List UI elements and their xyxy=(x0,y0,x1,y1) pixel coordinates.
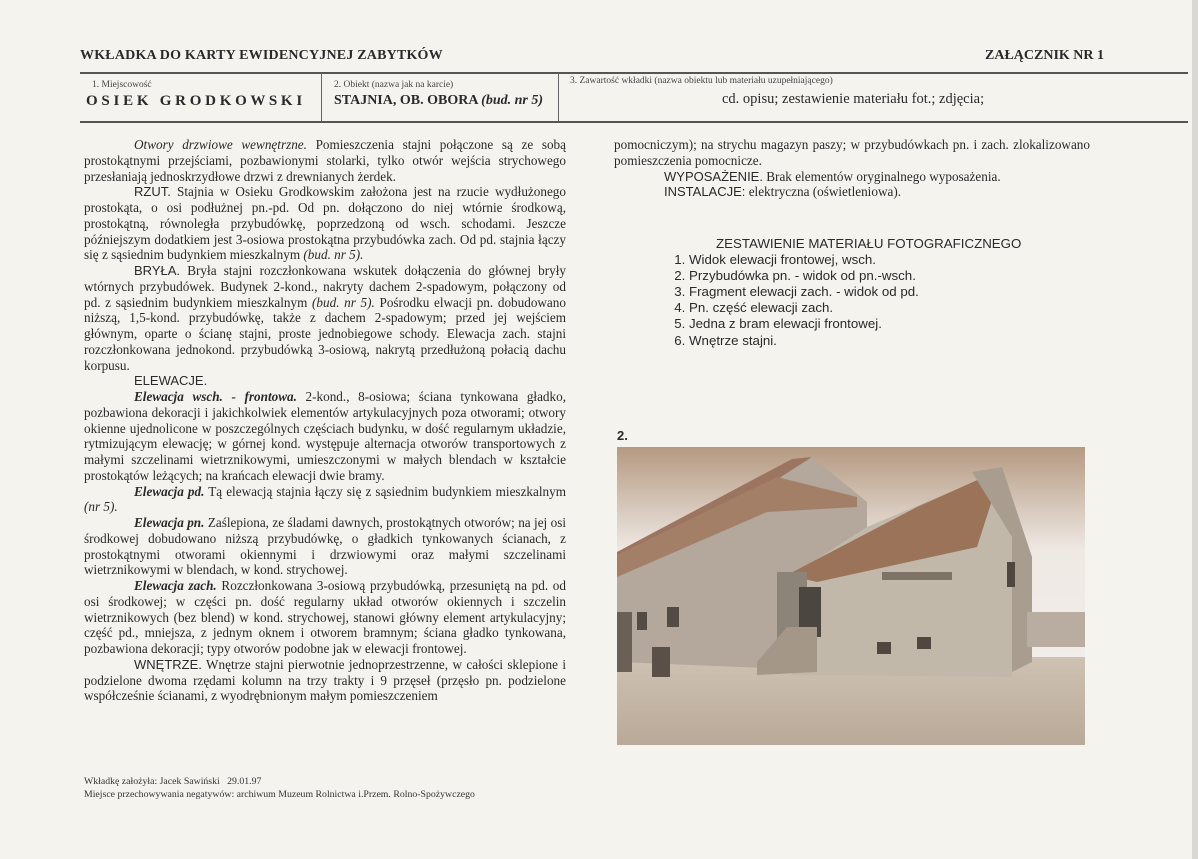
body: Stajnia w Osieku Grodkowskim założona jest na rzucie wydłużonego prostokąta, o osi podłużnej pn.-pd. Od pn. dołączono do niej wtórnie środkową, prostokątną, równoległa przybudówkę, poprzedzoną od wsch. schodami. Jeszcze późniejszym dodatkiem jest 3-osiowa prostokątna przybudówka zach. Od pd. stajnia łączy się z sąsiednim budynkiem mieszkalnym xyxy=(84,184,566,263)
photo-number: 2. xyxy=(617,428,628,443)
photo-list-title: ZESTAWIENIE MATERIAŁU FOTOGRAFICZNEGO xyxy=(716,236,1022,251)
body: 2-kond., 8-osiowa; ściana tynkowana gładko, pozbawiona dekoracji i jakichkolwiek elementów artykulacyjnych poza otworami; otwory okienne ujednolicone w poszczególnych częściach budynku, w dość regularnym układzie, rytmizującym elewację; w górnej kond. występuje alternacja otworów transportowych z małymi szczelinami wietrznikowymi, umieszczonymi w małych blendach w kształcie prostokątów leżących; na krańcach elewacji dwie bramy. xyxy=(84,389,567,483)
lead: INSTALACJE: xyxy=(664,184,746,200)
header-top-rule xyxy=(80,72,1188,74)
lead: Elewacja pn. xyxy=(134,515,205,530)
heading-elevations xyxy=(84,373,566,389)
body: Wnętrze stajni pierwotnie jednoprzestrzenne, w całości sklepione i podzielone dwoma rzędami kolumn na trzy trakty i 9 przęseł (przęsło pn. podzielone współcześnie ścianami, z wyodrębnionym małym pomieszczeniem xyxy=(84,656,566,704)
paragraph-west-elevation xyxy=(84,578,566,657)
body: elektryczna (oświetleniowa). xyxy=(745,184,902,200)
lead: Otwory drzwiowe wewnętrzne. xyxy=(134,137,307,152)
lead: BRYŁA. xyxy=(134,263,181,278)
author-line: Wkładkę założyła: Jacek Sawiński 29.01.97 xyxy=(84,776,262,787)
body: Tą elewacją stajnia łączy się z sąsiednim budynkiem mieszkalnym xyxy=(204,483,566,499)
photo-list xyxy=(660,236,1021,349)
paragraph-furnishings xyxy=(614,169,1090,185)
ref: (nr 5). xyxy=(84,499,118,515)
object-value xyxy=(334,93,543,109)
lead: WNĘTRZE. xyxy=(134,656,202,672)
lead: Elewacja wsch. - frontowa. xyxy=(134,389,297,404)
paragraph-interior xyxy=(84,657,566,704)
object-ref: (bud. nr 5) xyxy=(481,93,544,108)
object-label: 2. Obiekt (nazwa jak na karcie) xyxy=(334,80,454,90)
negatives-location: Miejsce przechowywania negatywów: archiwum Muzeum Rolnictwa i.Przem. Rolno-Spożywczego xyxy=(84,789,475,800)
lead: Elewacja pd. xyxy=(134,483,205,499)
stable-photo xyxy=(617,447,1085,745)
paragraph-plan xyxy=(84,184,566,263)
paragraph-interior-cont: pomocniczym); na strychu magazyn paszy; w przybudówkach pn. i zach. zlokalizowano pomieszczenia pomocnicze. xyxy=(614,137,1090,168)
document-title: WKŁADKA DO KARTY EWIDENCYJNEJ ZABYTKÓW xyxy=(80,48,443,63)
paragraph-south-elevation xyxy=(84,484,566,516)
locality-value: O S I E K G R O D K O W S K I xyxy=(86,93,303,109)
lead: Elewacja zach. xyxy=(134,578,217,593)
body: Brak elementów oryginalnego wyposażenia. xyxy=(762,168,1001,184)
header-bottom-rule xyxy=(80,121,1188,123)
body: Rozczłonkowana 3-osiową przybudówką, przesuniętą na pd. od osi środkowej; w części pn. dość regularny układ otworów okiennych i szczelin wietrznikowych (bez blend) w kond. strychowej, stanowi główny element artykulacyjny; część pd., mniejsza, z jednym oknem i otworem bramnym; ściana gładko tynkowana, pozbawiona dekoracji; typy otworów podobne jak w elewacji frontowej. xyxy=(84,578,566,656)
ref: (bud. nr 5). xyxy=(303,247,364,263)
left-column xyxy=(84,137,566,704)
annex-label: ZAŁĄCZNIK NR 1 xyxy=(985,48,1105,63)
ref: (bud. nr 5). xyxy=(312,294,375,310)
contents-label: 3. Zawartość wkładki (nazwa obiektu lub materiału uzupełniającego) xyxy=(570,76,833,86)
list-item: 1. Widok elewacji frontowej, wsch. xyxy=(689,252,1021,268)
header-divider xyxy=(558,73,559,121)
lead: WYPOSAŻENIE. xyxy=(664,168,763,184)
header-divider xyxy=(321,73,322,121)
object-name: STAJNIA, OB. OBORA xyxy=(334,93,478,108)
right-column xyxy=(614,137,1090,200)
list-item: 2. Przybudówka pn. - widok od pn.-wsch. xyxy=(689,268,1021,284)
lead: ELEWACJE. xyxy=(134,373,208,389)
body: Zaślepiona, ze śladami dawnych, prostokątnych otworów; na jej osi środkowej dobudowano niższą przybudówkę, o gładkich tynkowanych ścianach, z prostokątnymi otworami okiennymi i drzwiowymi oraz małymi szczelinami wietrznikowymi w blendach, w kond. strychowej. xyxy=(84,515,566,578)
footer xyxy=(84,775,475,801)
list-item: 4. Pn. część elewacji zach. xyxy=(689,300,1021,316)
paragraph-east-elevation xyxy=(84,389,566,484)
paragraph-north-elevation xyxy=(84,515,566,578)
locality-label: 1. Miejscowość xyxy=(92,80,152,90)
list-item: 6. Wnętrze stajni. xyxy=(689,333,1021,349)
paragraph-door-openings xyxy=(84,137,566,184)
contents-value: cd. opisu; zestawienie materiału fot.; zdjęcia; xyxy=(722,91,985,107)
body: Pomieszczenia stajni połączone są ze sobą prostokątnymi przejściami, pozbawionymi stolarki, tylko otwór wejścia strychowego przesłaniają jednoskrzydłowe drzwi z drewnianych żerdek. xyxy=(84,137,566,184)
body: Pośrodku elwacji pn. dobudowano niższą, 1,5-kond. przybudówkę, także z dachem 2-spadowym; przed jej wejściem głównym, oparte o ścianę stajni, proste jednobiegowe schody. Elewacja zach. stajni rozczłonkowana jednokond. przybudówką 3-osiową, nakrytą przedłużoną połacią dachu korpusu. xyxy=(84,294,566,373)
lead: RZUT. xyxy=(134,184,171,200)
scan-edge xyxy=(1192,0,1198,859)
paragraph-massing xyxy=(84,263,566,373)
list-item: 5. Jedna z bram elewacji frontowej. xyxy=(689,316,1021,332)
body: Bryła stajni rozczłonkowana wskutek dołączenia do głównej bryły wtórnych przybudówek. Budynek 2-kond., nakryty dachem 2-spadowym, połączony od pd. z sąsiednim budynkiem mieszkalnym xyxy=(84,263,566,310)
paragraph-installations xyxy=(614,184,1090,200)
list-item: 3. Fragment elewacji zach. - widok od pd. xyxy=(689,284,1021,300)
